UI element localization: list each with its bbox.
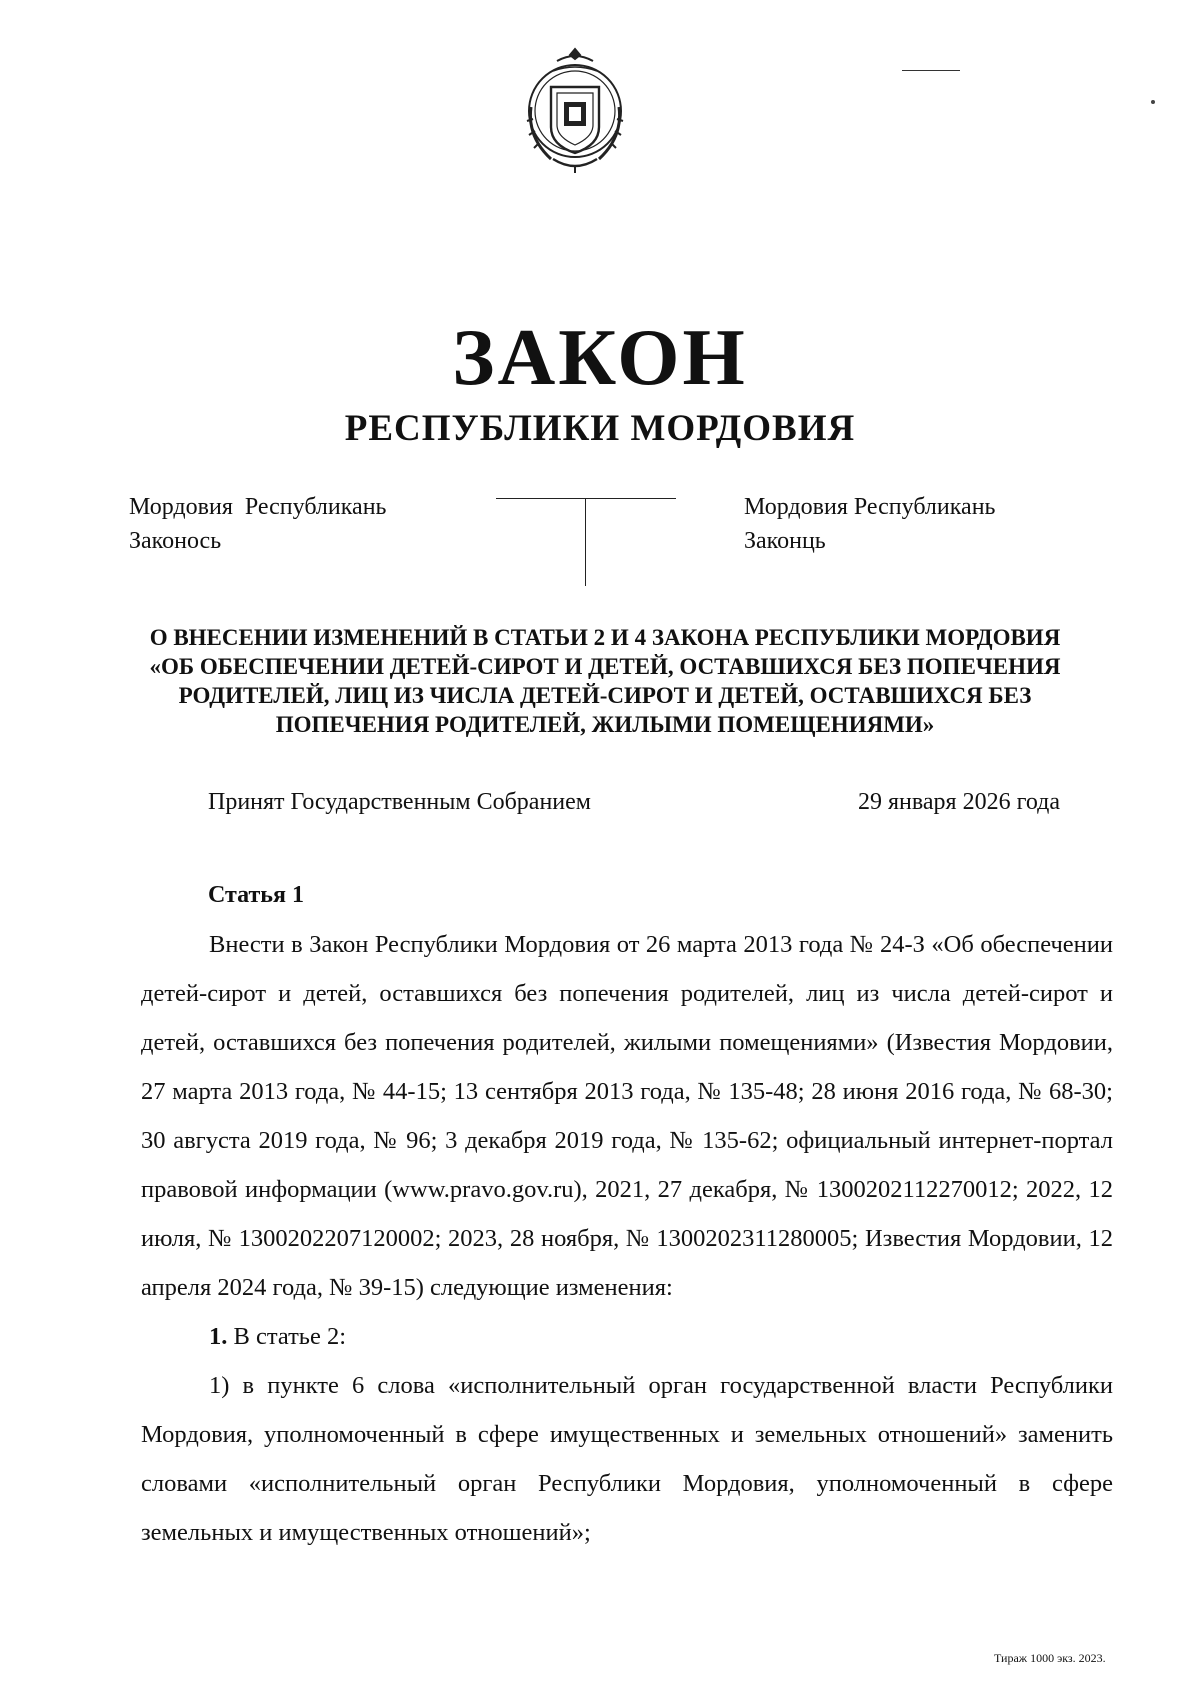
law-title-line: ПОПЕЧЕНИЯ РОДИТЕЛЕЙ, ЖИЛЫМИ ПОМЕЩЕНИЯМИ» bbox=[275, 712, 935, 737]
scan-speck bbox=[1151, 100, 1155, 104]
moksha-title-line2: Законось bbox=[129, 528, 222, 554]
article-1-heading: Статья 1 bbox=[208, 882, 304, 908]
signature-line-vertical bbox=[585, 498, 586, 586]
erzya-title bbox=[744, 490, 995, 558]
article-1-item-1 bbox=[141, 1312, 1113, 1361]
document-title: ЗАКОН bbox=[452, 314, 748, 402]
adoption-label: Принят Государственным Собранием bbox=[208, 789, 591, 815]
law-title-line: О ВНЕСЕНИИ ИЗМЕНЕНИЙ В СТАТЬИ 2 И 4 ЗАКОНА РЕСПУБЛИКИ МОРДОВИЯ bbox=[149, 625, 1061, 650]
article-1-subitem-1: 1) в пункте 6 слова «исполнительный орган государственной власти Республики Мордовия, уполномоченный в сфере имущественных и земельных отношений» заменить словами «исполнительный орган Республики Мордовия, уполномоченный в сфере земельных и имущественных отношений»; bbox=[141, 1372, 1113, 1546]
item-text: В статье 2: bbox=[233, 1323, 347, 1350]
law-title-line: «ОБ ОБЕСПЕЧЕНИИ ДЕТЕЙ-СИРОТ И ДЕТЕЙ, ОСТАВШИХСЯ БЕЗ ПОПЕЧЕНИЯ bbox=[149, 654, 1061, 679]
article-1-body bbox=[141, 920, 1113, 1557]
erzya-title-line1: Мордовия Республикань bbox=[744, 494, 996, 520]
signature-line-horizontal bbox=[496, 498, 676, 499]
item-number: 1. bbox=[209, 1323, 228, 1350]
erzya-title-line2: Законць bbox=[744, 528, 826, 554]
law-title bbox=[110, 623, 1100, 739]
moksha-title bbox=[129, 490, 386, 558]
moksha-title-line1: Мордовия Республикань bbox=[129, 494, 387, 520]
law-title-line: РОДИТЕЛЕЙ, ЛИЦ ИЗ ЧИСЛА ДЕТЕЙ-СИРОТ И ДЕТЕЙ, ОСТАВШИХСЯ БЕЗ bbox=[178, 683, 1032, 708]
document-subtitle: РЕСПУБЛИКИ МОРДОВИЯ bbox=[344, 408, 856, 449]
coat-of-arms-emblem bbox=[523, 47, 627, 175]
article-1-intro: Внести в Закон Республики Мордовия от 26 марта 2013 года № 24-З «Об обеспечении детей-сирот и детей, оставшихся без попечения родителей, лиц из числа детей-сирот и детей, оставшихся без попечения родителей, жилыми помещениями» (Известия Мордовии, 27 марта 2013 года, № 44-15; 13 сентября 2013 года, № 135-48; 28 июня 2016 года, № 68-30; 30 августа 2019 года, № 96; 3 декабря 2019 года, № 135-62; официальный интернет-портал правовой информации (www.pravo.gov.ru), 2021, 27 декабря, № 1300202112270012; 2022, 12 июля, № 1300202207120002; 2023, 28 ноября, № 1300202311280005; Известия Мордовии, 12 апреля 2024 года, № 39-15) следующие изменения: bbox=[141, 931, 1113, 1301]
decorative-dash bbox=[902, 70, 960, 71]
adoption-date: 29 января 2026 года bbox=[858, 789, 1061, 815]
print-run-note: Тираж 1000 экз. 2023. bbox=[994, 1651, 1106, 1665]
